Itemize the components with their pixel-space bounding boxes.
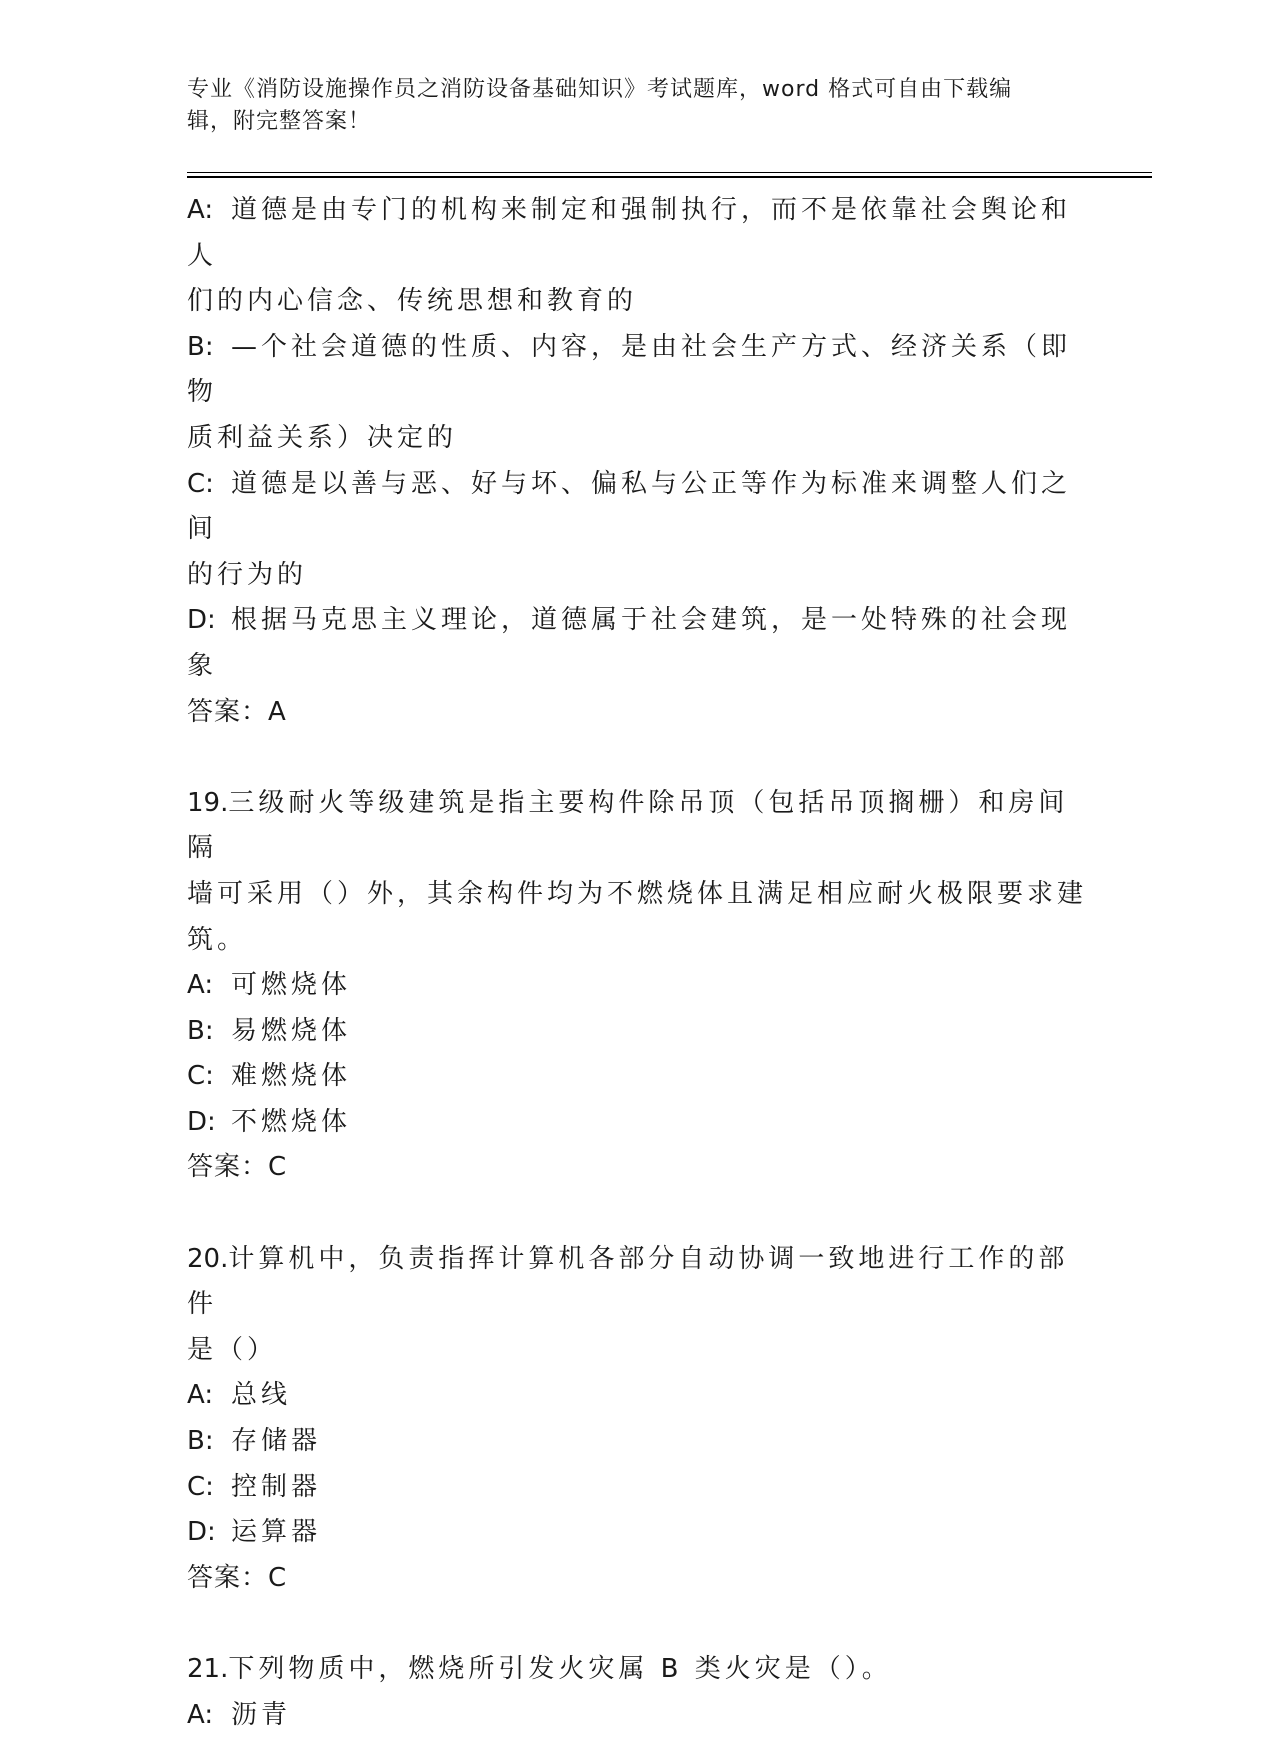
question-stem-continued: 墙可采用（）外，其余构件均为不燃烧体且满足相应耐火极限要求建 (187, 878, 1088, 909)
option-text: 道德是由专门的机构来制定和强制执行，而不是依靠社会舆论和人 (187, 195, 1072, 271)
option-label: D: (187, 605, 216, 636)
question-stem (187, 781, 1087, 872)
answer: 答案：A (187, 696, 287, 727)
option-text: 总线 (231, 1380, 292, 1411)
option-b (187, 1009, 1087, 1055)
option-c (187, 1465, 1087, 1511)
option-label: D: (187, 1517, 216, 1548)
document-header (187, 74, 1087, 138)
question-list (187, 188, 1087, 1738)
spacer (187, 1601, 1087, 1647)
question-stem-continued: 是（） (187, 1334, 278, 1365)
option-a-continued: 们的内心信念、传统思想和教育的 (187, 286, 638, 317)
option-text: 存储器 (231, 1426, 322, 1457)
option-text: 沥青 (231, 1699, 292, 1730)
option-text: 不燃烧体 (231, 1106, 352, 1137)
option-text: 难燃烧体 (231, 1061, 352, 1092)
option-label: B: (187, 331, 214, 362)
question-number: 21. (187, 1654, 229, 1684)
option-c (187, 462, 1087, 553)
question-text: 计算机中，负责指挥计算机各部分自动协调一致地进行工作的部件 (187, 1243, 1069, 1320)
option-text: 运算器 (231, 1517, 322, 1548)
question-18 (187, 188, 1087, 735)
question-text: 三级耐火等级建筑是指主要构件除吊顶（包括吊顶搁栅）和房间隔 (187, 787, 1069, 864)
header-divider-thin (187, 172, 1152, 173)
option-label: C: (187, 1061, 214, 1092)
option-d (187, 1100, 1087, 1146)
option-b (187, 1419, 1087, 1465)
option-label: B: (187, 1015, 214, 1046)
answer: 答案：C (187, 1562, 288, 1593)
option-label: B: (187, 1426, 214, 1457)
spacer (187, 735, 1087, 781)
option-b-continued: 质利益关系）决定的 (187, 422, 458, 453)
question-stem (187, 1237, 1087, 1328)
option-c (187, 1054, 1087, 1100)
option-a (187, 1373, 1087, 1419)
question-stem-continued: 筑。 (187, 924, 248, 955)
option-a (187, 1693, 1087, 1738)
question-21 (187, 1647, 1087, 1738)
option-d (187, 1510, 1087, 1556)
option-a (187, 188, 1087, 279)
option-b (187, 325, 1087, 416)
option-text: 可燃烧体 (231, 970, 352, 1001)
option-d (187, 598, 1087, 689)
header-divider-thick (187, 176, 1152, 178)
option-label: D: (187, 1106, 216, 1137)
question-number: 19. (187, 787, 229, 818)
option-text: 根据马克思主义理论，道德属于社会建筑，是一处特殊的社会现象 (187, 605, 1072, 681)
header-line-1: 专业《消防设施操作员之消防设备基础知识》考试题库，word 格式可自由下载编 (187, 77, 1013, 102)
question-19 (187, 781, 1087, 1191)
option-label: C: (187, 1471, 214, 1502)
option-label: A: (187, 195, 214, 225)
option-text: —个社会道德的性质、内容，是由社会生产方式、经济关系（即物 (187, 331, 1072, 408)
option-text: 控制器 (231, 1471, 322, 1502)
spacer (187, 1191, 1087, 1237)
option-a (187, 963, 1087, 1009)
header-line-2: 辑，附完整答案！ (187, 109, 372, 134)
option-c-continued: 的行为的 (187, 559, 308, 590)
option-label: A: (187, 1699, 214, 1730)
option-label: A: (187, 1380, 214, 1411)
answer: 答案：C (187, 1152, 288, 1183)
option-text: 易燃烧体 (231, 1015, 352, 1046)
question-number: 20. (187, 1243, 229, 1274)
question-stem (187, 1647, 1087, 1693)
question-20 (187, 1237, 1087, 1602)
question-text: 下列物质中，燃烧所引发火灾属 B 类火灾是（）。 (228, 1654, 892, 1684)
option-text: 道德是以善与恶、好与坏、偏私与公正等作为标准来调整人们之间 (187, 468, 1072, 545)
option-label: A: (187, 970, 214, 1001)
option-label: C: (187, 468, 214, 499)
